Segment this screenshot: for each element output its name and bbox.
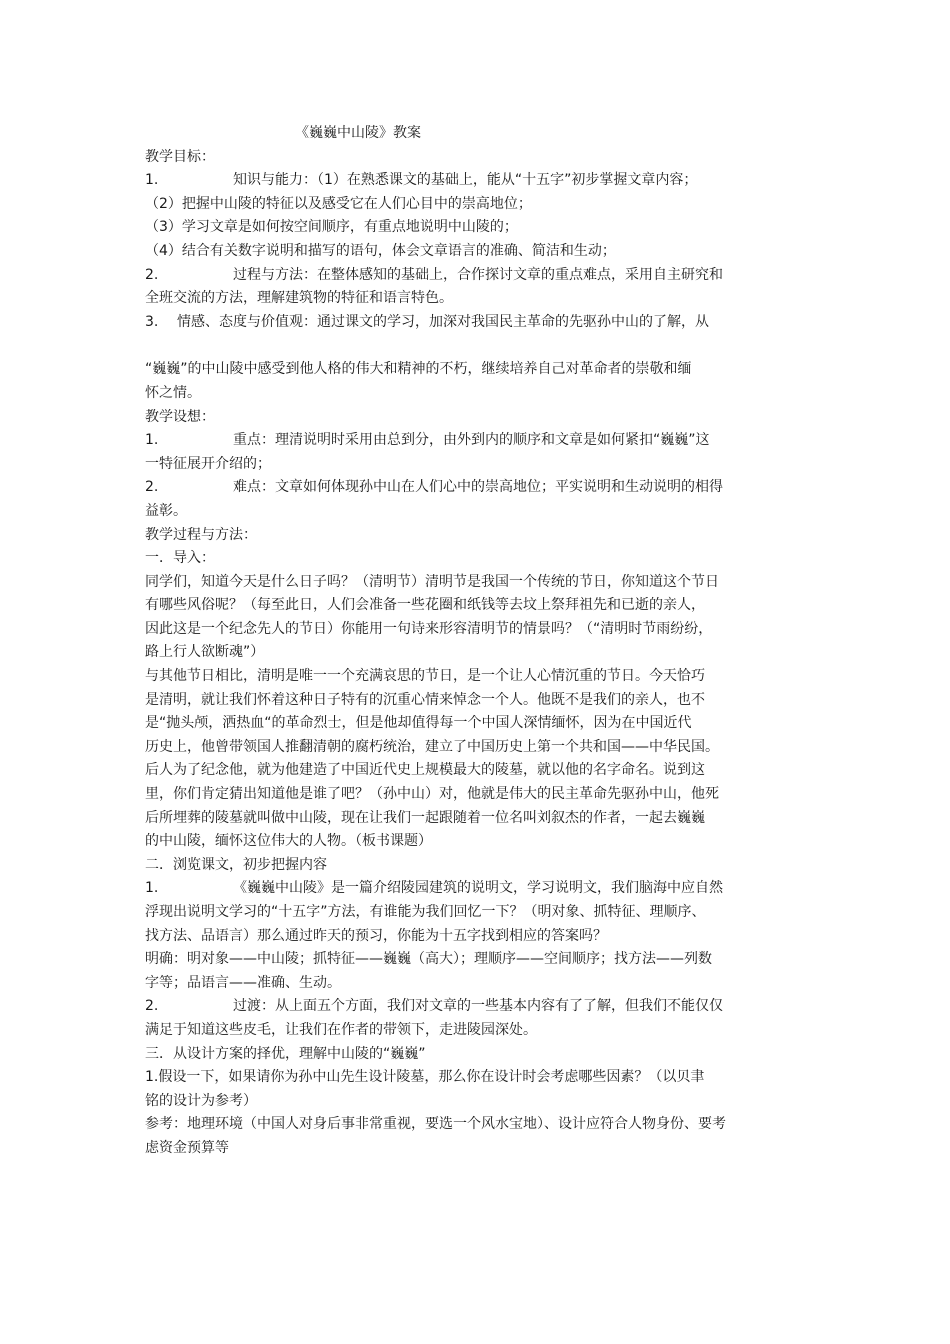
paragraph-line: 全班交流的方法，理解建筑物的特征和语言特色。 (145, 290, 453, 307)
design-2 (145, 476, 815, 500)
paragraph-line: 的中山陵，缅怀这位伟大的人物。（板书课题） (145, 833, 432, 850)
goals-heading: 教学目标： (145, 148, 215, 165)
paragraph-line: （4）结合有关数字说明和描写的语句，体会文章语言的准确、简洁和生动； (145, 242, 616, 259)
part-2-item-2 (145, 995, 815, 1019)
document-page (145, 122, 815, 1161)
part-2-item-2-text: 过渡：从上面五个方面，我们对文章的一些基本内容有了了解，但我们不能仅仅 (233, 998, 723, 1015)
list-number: 3. (145, 313, 159, 330)
list-number: 1. (145, 172, 159, 189)
paragraph-line: 明确：明对象——中山陵；抓特征——巍巍（高大）；理顺序——空间顺序；找方法——列数 (145, 951, 712, 968)
list-number: 2. (145, 479, 159, 496)
paragraph-line: 后所埋葬的陵墓就叫做中山陵，现在让我们一起跟随着一位名叫刘叙杰的作者，一起去巍巍 (145, 809, 705, 826)
paragraph-line: （2）把握中山陵的特征以及感受它在人们心目中的崇高地位； (145, 195, 532, 212)
paragraph-line: 里，你们肯定猜出知道他是谁了吧？（孙中山）对，他就是伟大的民主革命先驱孙中山，他死 (145, 786, 719, 803)
paragraph-line: （3）学习文章是如何按空间顺序，有重点地说明中山陵的； (145, 219, 518, 236)
goal-2-text: 过程与方法：在整体感知的基础上，合作探讨文章的重点难点，采用自主研究和 (233, 266, 723, 283)
paragraph-line: 一特征展开介绍的； (145, 455, 271, 472)
part-3-item-1 (145, 1066, 815, 1090)
design-heading: 教学设想： (145, 408, 215, 425)
paragraph-line: 字等；品语言——准确、生动。 (145, 974, 341, 991)
document-title: 《巍巍中山陵》教案 (295, 125, 421, 141)
goal-3-text: 情感、态度与价值观：通过课文的学习，加深对我国民主革命的先驱孙中山的了解，从 (177, 313, 709, 330)
list-number: 2. (145, 998, 159, 1015)
goal-1 (145, 169, 815, 193)
paragraph-line: 怀之情。 (145, 384, 201, 401)
paragraph-line: 因此这是一个纪念先人的节日）你能用一句诗来形容清明节的情景吗？（“清明时节雨纷纷， (145, 620, 713, 637)
goal-3 (145, 311, 815, 335)
paragraph-line: 是清明，就让我们怀着这种日子特有的沉重心情来悼念一个人。他既不是我们的亲人，也不 (145, 691, 705, 708)
paragraph-line: 后人为了纪念他，就为他建造了中国近代史上规模最大的陵墓，就以他的名字命名。说到这 (145, 762, 705, 779)
paragraph-line: 找方法、品语言）那么通过昨天的预习，你能为十五字找到相应的答案吗？ (145, 927, 607, 944)
process-heading: 教学过程与方法： (145, 526, 257, 543)
part-3-heading: 三．从设计方案的择优，理解中山陵的“巍巍” (145, 1045, 426, 1062)
part-2-heading: 二．浏览课文，初步把握内容 (145, 856, 327, 873)
part-3-item-1-text: 假设一下，如果请你为孙中山先生设计陵墓，那么你在设计时会考虑哪些因素？（以贝聿 (158, 1069, 705, 1086)
design-1-text: 重点：理清说明时采用由总到分，由外到内的顺序和文章是如何紧扣“巍巍”这 (233, 432, 710, 449)
goal-2 (145, 264, 815, 288)
goal-1-text: 知识与能力：（1）在熟悉课文的基础上，能从“十五字”初步掌握文章内容； (233, 172, 698, 189)
paragraph-line: 益彰。 (145, 502, 187, 519)
paragraph-line: 历史上，他曾带领国人推翻清朝的腐朽统治，建立了中国历史上第一个共和国——中华民国。 (145, 738, 719, 755)
paragraph-line: 是“抛头颅，洒热血“的革命烈士，但是他却值得每一个中国人深情缅怀，因为在中国近代 (145, 715, 692, 732)
spacer (145, 334, 815, 358)
paragraph-line: 铭的设计为参考） (145, 1092, 257, 1109)
part-2-item-1 (145, 877, 815, 901)
paragraph-line: “巍巍”的中山陵中感受到他人格的伟大和精神的不朽，继续培养自己对革命者的崇敬和缅 (145, 361, 692, 378)
list-number: 1. (145, 432, 159, 449)
paragraph-line: 浮现出说明文学习的“十五字”方法，有谁能为我们回忆一下？（明对象、抓特征、理顺序、 (145, 904, 706, 920)
paragraph-line: 虑资金预算等 (145, 1139, 229, 1156)
paragraph-line: 参考：地理环境（中国人对身后事非常重视，要选一个风水宝地）、设计应符合人物身份、要考 (145, 1116, 726, 1133)
list-number: 1. (145, 1069, 159, 1086)
list-number: 1. (145, 880, 159, 897)
part-1-heading: 一．导入： (145, 550, 215, 567)
paragraph-line: 满足于知道这些皮毛，让我们在作者的带领下，走进陵园深处。 (145, 1021, 537, 1038)
list-number: 2. (145, 266, 159, 283)
part-2-item-1-text: 《巍巍中山陵》是一篇介绍陵园建筑的说明文，学习说明文，我们脑海中应自然 (233, 880, 723, 897)
paragraph-line: 路上行人欲断魂”） (145, 644, 265, 661)
design-2-text: 难点：文章如何体现孙中山在人们心中的崇高地位；平实说明和生动说明的相得 (233, 479, 723, 496)
design-1 (145, 429, 815, 453)
paragraph-line: 与其他节日相比，清明是唯一一个充满哀思的节日，是一个让人心情沉重的节日。今天恰巧 (145, 668, 705, 685)
paragraph-line: 有哪些风俗呢？（每至此日，人们会准备一些花圈和纸钱等去坟上祭拜祖先和已逝的亲人， (145, 597, 705, 614)
paragraph-line: 同学们，知道今天是什么日子吗？（清明节）清明节是我国一个传统的节日，你知道这个节日 (145, 573, 719, 590)
